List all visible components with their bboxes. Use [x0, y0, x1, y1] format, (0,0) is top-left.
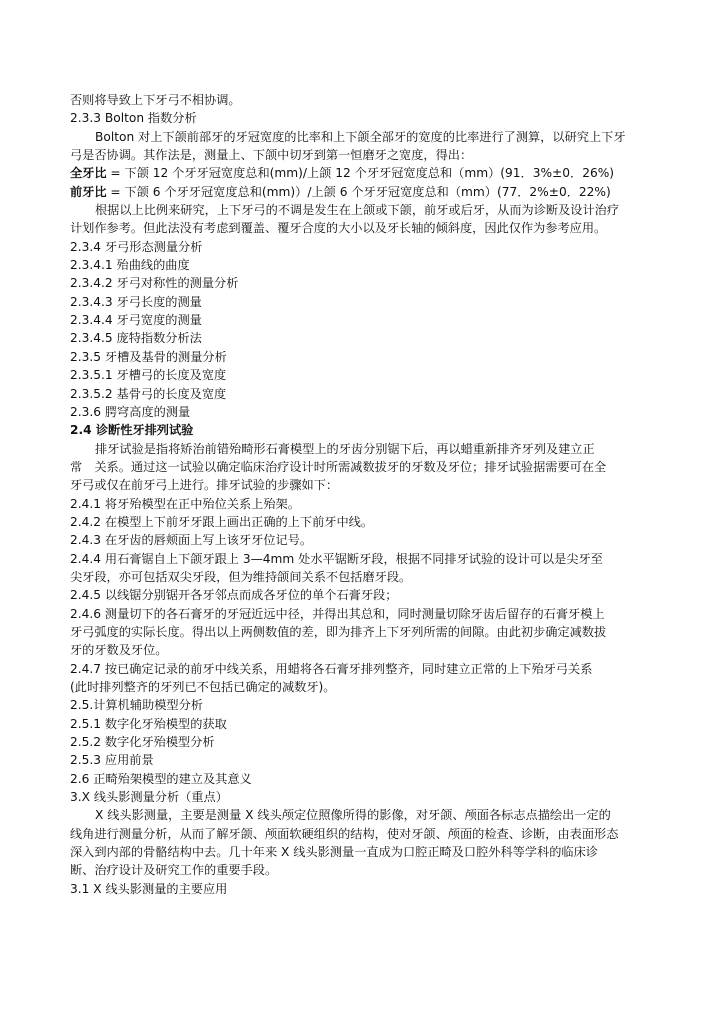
line-text: 2.3.3 Bolton 指数分析: [70, 111, 197, 126]
text-line: [70, 201, 658, 219]
line-text: X 线头影测量，主要是测量 X 线头颅定位照像所得的影像，对牙颌、颅面各标志点描绘出一定的: [95, 808, 611, 823]
text-line: [70, 183, 658, 201]
line-text: 2.5.1 数字化牙殆模型的获取: [70, 716, 227, 731]
text-line: [70, 109, 658, 127]
text-line: [70, 440, 658, 458]
line-text: 牙弓或仅在前牙弓上进行。排牙试验的步骤如下：: [70, 478, 339, 493]
text-line: [70, 403, 658, 421]
line-text: 排牙试验是指将矫治前错殆畸形石膏模型上的牙齿分别锯下后，再以蜡重新排齐牙列及建立正: [95, 441, 595, 456]
line-text: 2.4.4 用石膏锯自上下颌牙跟上 3—4mm 处水平锯断牙段，根据不同排牙试验的设计可以是尖牙至: [70, 551, 603, 566]
text-line: [70, 696, 658, 714]
section-heading: [70, 421, 658, 439]
line-text: 2.6 正畸殆架模型的建立及其意义: [70, 771, 252, 786]
line-text: 2.3.6 腭穹高度的测量: [70, 404, 191, 419]
text-line: [70, 843, 658, 861]
line-text: 计划作参考。但此法没有考虑到覆盖、覆牙合度的大小以及牙长轴的倾斜度，因此仅作为参考应用。: [70, 221, 607, 236]
line-text: 2.3.4.3 牙弓长度的测量: [70, 294, 202, 309]
line-text: Bolton 对上下颌前部牙的牙冠宽度的比率和上下颌全部牙的宽度的比率进行了测算，以研究上下牙: [95, 129, 626, 144]
text-line: [70, 605, 658, 623]
line-text: 2.3.5.2 基骨弓的长度及宽度: [70, 386, 227, 401]
text-line: [70, 348, 658, 366]
text-line: [70, 880, 658, 898]
line-text: 3.1 X 线头影测量的主要应用: [70, 881, 228, 896]
text-line: [70, 256, 658, 274]
line-text: 2.3.4 牙弓形态测量分析: [70, 239, 203, 254]
text-line: [70, 293, 658, 311]
text-line: [70, 146, 658, 164]
line-text: 2.5.3 应用前景: [70, 753, 154, 768]
text-line: [70, 311, 658, 329]
line-text: 2.4.2 在模型上下前牙牙跟上画出正确的上下前牙中线。: [70, 514, 374, 529]
line-text: 深入到内部的骨骼结构中去。几十年来 X 线头影测量一直成为口腔正畸及口腔外科等学科的临床诊: [70, 845, 598, 860]
line-text: 2.3.4.5 庞特指数分析法: [70, 331, 202, 346]
text-line: [70, 861, 658, 879]
text-line: [70, 513, 658, 531]
line-text: 2.4.1 将牙殆模型在正中殆位关系上殆架。: [70, 496, 300, 511]
line-text: 否则将导致上下牙弓不相协调。: [70, 93, 241, 107]
line-text: = 下颌 6 个牙牙冠宽度总和(mm)）/上颌 6 个牙牙冠宽度总和（mm）(77．2%±0．22%): [106, 184, 611, 199]
text-line: [70, 219, 658, 237]
line-text: 2.3.4.2 牙弓对称性的测量分析: [70, 276, 239, 291]
text-line: [70, 164, 658, 182]
text-line: [70, 641, 658, 659]
formula-label: 前牙比: [70, 184, 107, 199]
text-line: [70, 476, 658, 494]
text-line: [70, 366, 658, 384]
text-line: [70, 128, 658, 146]
line-text: 2.4.7 按已确定记录的前牙中线关系，用蜡将各石膏牙排列整齐，同时建立正常的上下殆牙弓关系: [70, 661, 593, 676]
line-text: 线角进行测量分析，从而了解牙颌、颅面软硬组织的结构，使对牙颌、颅面的检查、诊断，由表面形态: [70, 826, 619, 841]
text-line: [70, 531, 658, 549]
text-line: [70, 733, 658, 751]
line-text: 2.3.5.1 牙槽弓的长度及宽度: [70, 368, 227, 383]
line-text: 3.X 线头影测量分析（重点）: [70, 790, 228, 805]
line-text: 常 关系。通过这一试验以确定临床治疗设计时所需减数拔牙的牙数及牙位；排牙试验据需要可在全: [70, 459, 607, 474]
line-text: 弓是否协调。其作法是，测量上、下颌中切牙到第一恒磨牙之宽度，得出：: [70, 148, 473, 163]
text-line: [70, 274, 658, 292]
text-line: [70, 788, 658, 806]
line-text: 2.3.5 牙槽及基骨的测量分析: [70, 349, 227, 364]
text-line: [70, 550, 658, 568]
line-text: 尖牙段，亦可包括双尖牙段，但为维持颌间关系不包括磨牙段。: [70, 569, 412, 584]
line-text: 2.4 诊断性牙排列试验: [70, 423, 194, 438]
text-line: [70, 495, 658, 513]
text-line: [70, 770, 658, 788]
text-line: [70, 91, 658, 109]
line-text: 牙的牙数及牙位。: [70, 643, 168, 658]
line-text: 2.3.4.1 殆曲线的曲度: [70, 258, 190, 273]
text-line: [70, 715, 658, 733]
line-text: 2.5.2 数字化牙殆模型分析: [70, 735, 215, 750]
line-text: 2.4.3 在牙齿的唇颊面上写上该牙牙位记号。: [70, 533, 313, 548]
text-line: [70, 825, 658, 843]
text-line: [70, 238, 658, 256]
line-text: 2.5.计算机辅助模型分析: [70, 698, 203, 713]
line-text: 2.4.5 以线锯分别锯开各牙邻点而成各牙位的单个石膏牙段；: [70, 588, 398, 603]
line-text: 2.3.4.4 牙弓宽度的测量: [70, 313, 202, 328]
text-line: [70, 678, 658, 696]
text-line: [70, 586, 658, 604]
formula-label: 全牙比: [70, 166, 107, 181]
text-line: [70, 458, 658, 476]
text-line: [70, 751, 658, 769]
line-text: (此时排列整齐的牙列已不包括已确定的减数牙)。: [70, 680, 336, 694]
line-text: 2.4.6 测量切下的各石膏牙的牙冠近远中径，并得出其总和，同时测量切除牙齿后留存的石膏牙模上: [70, 606, 605, 621]
text-line: [70, 385, 658, 403]
line-text: 牙弓弧度的实际长度。得出以上两侧数值的差，即为排齐上下牙列所需的间隙。由此初步确定减数拔: [70, 624, 607, 639]
text-line: [70, 568, 658, 586]
line-text: 根据以上比例来研究，上下牙弓的不调是发生在上颌或下颌，前牙或后牙，从而为诊断及设计治疗: [95, 203, 620, 218]
line-text: = 下颌 12 个牙牙冠宽度总和(mm)/上颌 12 个牙牙冠宽度总和（mm）(91．3%±0．26%): [106, 166, 615, 181]
line-text: 断、治疗设计及研究工作的重要手段。: [70, 863, 278, 878]
text-line: [70, 329, 658, 347]
text-line: [70, 806, 658, 824]
text-line: [70, 660, 658, 678]
document-body: [70, 91, 658, 898]
text-line: [70, 623, 658, 641]
